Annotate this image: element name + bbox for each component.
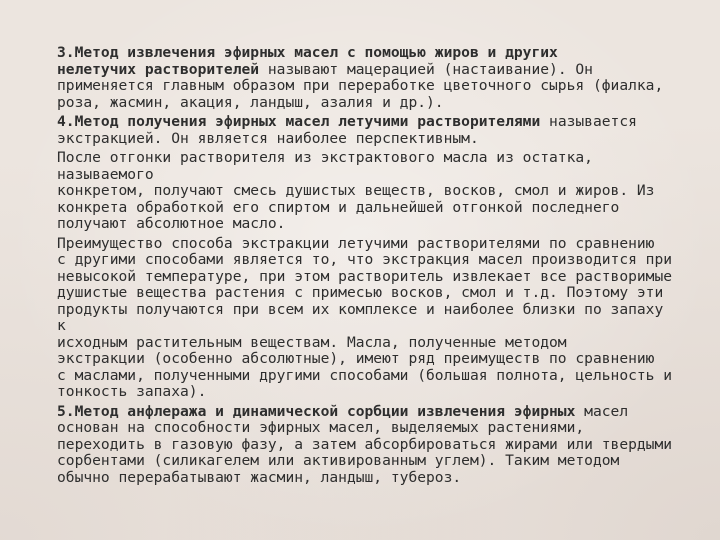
heading-maceration-method: 3.Метод извлечения эфирных масел с помощью жиров и других нелетучих растворителей bbox=[57, 44, 558, 78]
text-block bbox=[57, 45, 677, 489]
paragraph-maceration-body: называют мацерацией (настаивание). Он применяется главным образом при переработке цветочного сырья (фиалка, роза, жасмин, акация, ландыш, азалия и др.). bbox=[57, 60, 664, 111]
paragraph-advantages bbox=[57, 236, 677, 401]
paragraph-extraction bbox=[57, 114, 677, 147]
heading-extraction-method: 4.Метод получения эфирных масел летучими растворителями bbox=[57, 113, 541, 130]
paragraph-enfleurage-body: масел основан на способности эфирных масел, выделяемых растениями, переходить в газовую фазу, а затем абсорбироваться жирами или твердыми сорбентами (силикагелем или активированным углем). Таким методом обычно перерабатывают жасмин, ландыш, тубероз. bbox=[57, 402, 673, 486]
heading-enfleurage-method: 5.Метод анфлеража и динамической сорбции извлечения эфирных bbox=[57, 402, 576, 420]
paragraph-maceration bbox=[57, 45, 677, 111]
paragraph-concrete-body: После отгонки растворителя из экстрактового масла из остатка, называемого конкретом, получают смесь душистых веществ, восков, смол и жиров. Из конкрета обработкой его спиртом и дальнейшей отгонкой последнего получают абсолютное масло. bbox=[57, 149, 655, 232]
paragraph-concrete bbox=[57, 150, 677, 233]
paragraph-extraction-body: называется экстракцией. Он является наиболее перспективным. bbox=[57, 113, 637, 147]
paragraph-enfleurage bbox=[57, 404, 677, 487]
paragraph-advantages-body: Преимущество способа экстракции летучими растворителями по сравнению с другими способами является то, что экстракция масел производится при невысокой температуре, при этом растворитель извлекает все растворимые душистые вещества растения с примесью восков, смол и т.д. Поэтому эти продукты получаются при всем их комплексе и наиболее близки по запаху к исходным растительным веществам. Масла, полученные методом экстракции (особенно абсолютные), имеют ряд преимуществ по сравнению с маслами, полученными другими способами (большая полнота, цельность и тонкость запаха). bbox=[57, 234, 673, 400]
